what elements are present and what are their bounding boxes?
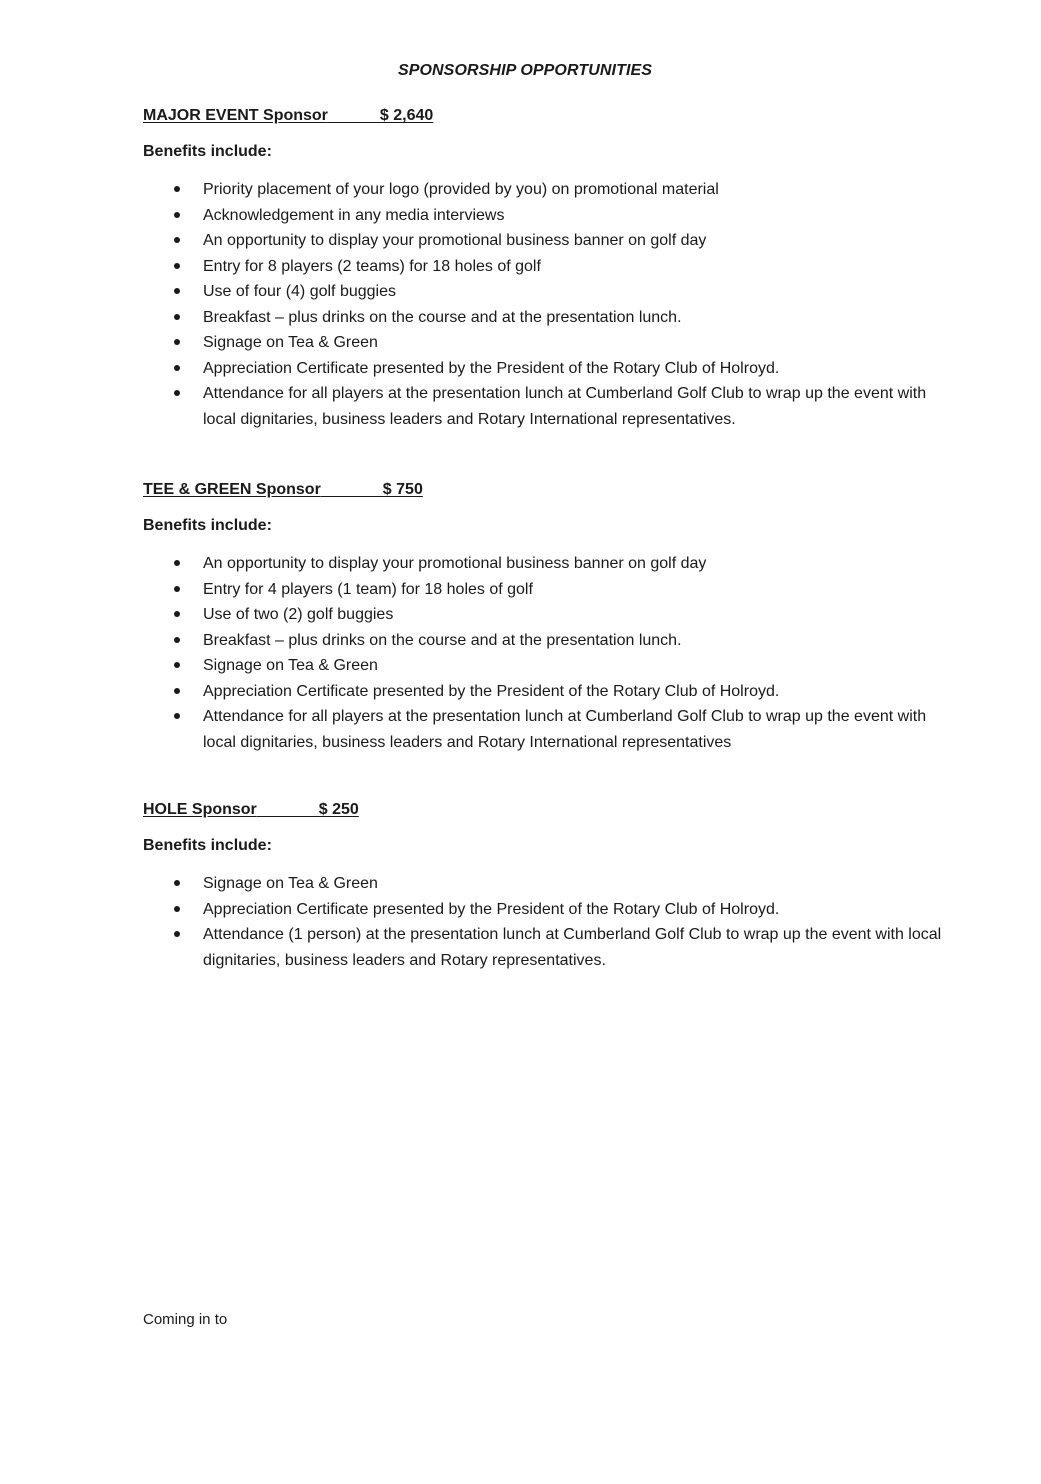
underline-gap — [257, 799, 319, 817]
benefit-text: Acknowledgement in any media interviews — [203, 206, 505, 224]
bullet-icon — [174, 237, 180, 243]
sponsor-name: TEE & GREEN Sponsor — [143, 481, 321, 498]
list-item — [143, 897, 943, 923]
bullet-icon — [174, 931, 180, 937]
list-item — [143, 279, 943, 305]
benefit-text: An opportunity to display your promotional business banner on golf day — [203, 555, 707, 572]
list-item — [143, 653, 943, 679]
benefit-text: Breakfast – plus drinks on the course and at the presentation lunch. — [203, 631, 682, 649]
section-major-event — [143, 105, 943, 432]
benefit-text: Use of two (2) golf buggies — [203, 606, 394, 623]
sponsor-heading-hole — [143, 799, 943, 821]
benefit-text: Breakfast – plus drinks on the course and at the presentation lunch. — [203, 308, 682, 326]
bullet-icon — [174, 560, 180, 566]
sponsor-name: HOLE Sponsor — [143, 801, 257, 818]
benefit-text: Attendance for all players at the presentation lunch at Cumberland Golf Club to wrap up the event with local dignitaries, business leaders and Rotary International representatives — [203, 708, 927, 751]
bullet-icon — [174, 713, 180, 719]
benefit-text: Priority placement of your logo (provided by you) on promotional material — [203, 181, 719, 198]
list-item — [143, 679, 943, 705]
bullet-icon — [174, 288, 180, 294]
list-item — [143, 922, 943, 973]
list-item — [143, 254, 943, 280]
benefit-text: Attendance for all players at the presentation lunch at Cumberland Golf Club to wrap up the event with local dignitaries, business leaders and Rotary International representatives. — [203, 385, 927, 428]
sponsor-price: $ 750 — [382, 481, 423, 498]
list-item — [143, 305, 943, 331]
list-item — [143, 551, 943, 577]
sponsor-heading-major-event — [143, 105, 943, 127]
bullet-icon — [174, 390, 180, 396]
bullet-icon — [174, 263, 180, 269]
list-item — [143, 602, 943, 628]
sponsor-heading-tee-green — [143, 479, 943, 501]
list-item — [143, 228, 943, 254]
section-tee-green — [143, 479, 943, 755]
sponsor-price: $ 2,640 — [379, 107, 434, 124]
benefits-list — [143, 871, 943, 973]
benefit-text: Use of four (4) golf buggies — [203, 283, 396, 300]
document-title: SPONSORSHIP OPPORTUNITIES — [397, 62, 653, 79]
bullet-icon — [174, 314, 180, 320]
list-item — [143, 381, 943, 432]
bullet-icon — [174, 586, 180, 592]
bullet-icon — [174, 339, 180, 345]
benefit-text: Signage on Tea & Green — [203, 657, 378, 674]
list-item — [143, 330, 943, 356]
benefit-text: Entry for 8 players (2 teams) for 18 holes of golf — [203, 257, 541, 275]
benefit-text: Entry for 4 players (1 team) for 18 holes of golf — [203, 580, 533, 598]
underline-gap — [321, 479, 383, 497]
benefits-list — [143, 551, 943, 755]
list-item — [143, 628, 943, 654]
bullet-icon — [174, 880, 180, 886]
bullet-icon — [174, 906, 180, 912]
underline-gap — [328, 105, 380, 123]
sponsor-price: $ 250 — [318, 801, 359, 818]
benefits-label: Benefits include: — [143, 837, 272, 854]
section-hole — [143, 799, 943, 973]
bullet-icon — [174, 688, 180, 694]
list-item — [143, 356, 943, 382]
list-item — [143, 871, 943, 897]
benefits-label: Benefits include: — [143, 517, 272, 534]
footer-note: Coming in to — [143, 1311, 228, 1328]
list-item — [143, 577, 943, 603]
benefit-text: Appreciation Certificate presented by the President of the Rotary Club of Holroyd. — [203, 900, 780, 918]
bullet-icon — [174, 637, 180, 643]
bullet-icon — [174, 662, 180, 668]
bullet-icon — [174, 186, 180, 192]
benefit-text: Signage on Tea & Green — [203, 875, 378, 892]
bullet-icon — [174, 365, 180, 371]
benefit-text: Signage on Tea & Green — [203, 334, 378, 351]
bullet-icon — [174, 212, 180, 218]
benefits-list — [143, 177, 943, 432]
sponsor-name: MAJOR EVENT Sponsor — [143, 107, 328, 124]
list-item — [143, 203, 943, 229]
list-item — [143, 704, 943, 755]
benefit-text: Attendance (1 person) at the presentation lunch at Cumberland Golf Club to wrap up the event with local dignitaries, business leaders and Rotary representatives. — [203, 926, 942, 969]
benefit-text: Appreciation Certificate presented by the President of the Rotary Club of Holroyd. — [203, 682, 780, 700]
list-item — [143, 177, 943, 203]
benefit-text: An opportunity to display your promotional business banner on golf day — [203, 232, 707, 249]
benefits-label: Benefits include: — [143, 143, 272, 160]
bullet-icon — [174, 611, 180, 617]
benefit-text: Appreciation Certificate presented by the President of the Rotary Club of Holroyd. — [203, 359, 780, 377]
